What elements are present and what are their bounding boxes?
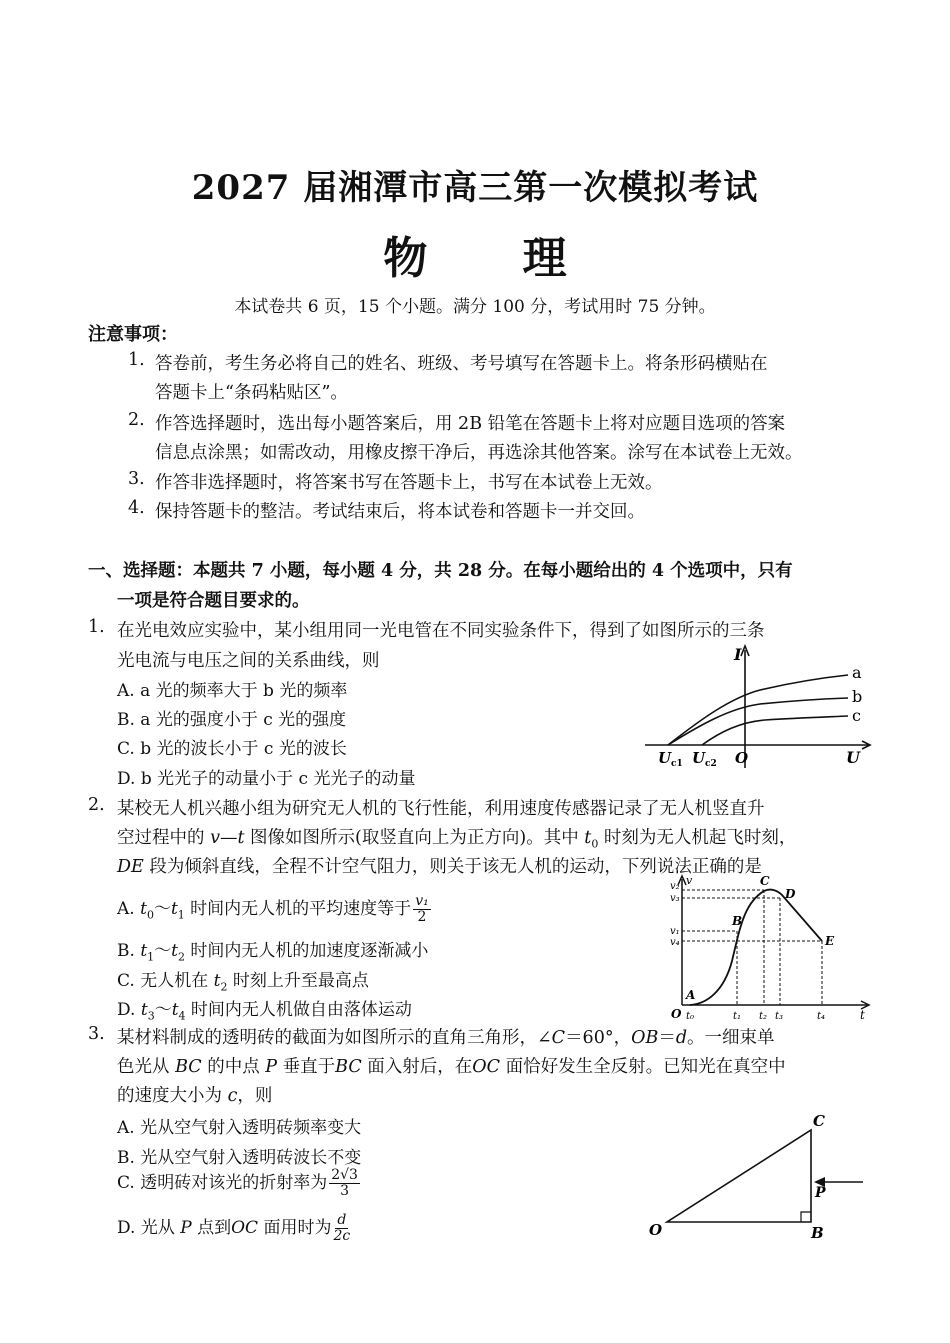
q1-label-a: a <box>852 663 862 682</box>
q1-label-u: U <box>846 748 860 767</box>
q3-label-p: P <box>815 1185 826 1201</box>
q3-triangle <box>667 1130 811 1222</box>
q1-label-b: b <box>852 687 863 706</box>
q2-label-t4: t₄ <box>817 1011 826 1022</box>
q3-stem-line3: 的速度大小为 c，则 <box>117 1086 273 1106</box>
note-2-num: 2. <box>128 410 145 430</box>
q2-option-b: B. $t_1\sim t_2$ 时间内无人机的加速度逐渐减小 <box>117 941 429 964</box>
q2-label-t: t <box>860 1008 865 1022</box>
q1-curve-c <box>702 716 848 745</box>
q1-label-o: O <box>735 749 749 767</box>
q2-fraction-v1-over-2: $\frac{\text{v₁}}{2}$ <box>415 893 429 925</box>
exam-info: 本试卷共 6 页，15 个小题。满分 100 分，考试用时 75 分钟。 <box>234 297 716 317</box>
q2-option-d: D. $t_3\sim t_4$ 时间内无人机做自由落体运动 <box>117 1000 412 1023</box>
q3-option-b: B. 光从空气射入透明砖波长不变 <box>117 1148 362 1168</box>
q2-label-e: E <box>825 934 835 948</box>
q2-label-v1: v₁ <box>670 926 680 937</box>
q2-label-v2: v₂ <box>670 881 680 892</box>
q3-fraction-d-over-2c: $\frac{d}{2c}$ <box>333 1212 351 1244</box>
q3-label-o: O <box>649 1221 663 1239</box>
q1-option-c: C. b 光的波长小于 c 光的波长 <box>117 739 347 759</box>
q2-label-a: A <box>686 988 696 1002</box>
q1-option-b: B. a 光的强度小于 c 光的强度 <box>117 710 347 730</box>
q1-curve-a <box>668 675 848 745</box>
section-heading-line1: 一、选择题：本题共 7 小题，每小题 4 分，共 28 分。在每小题给出的 4 个选项中，只有 <box>88 561 793 581</box>
q1-label-uc2-sub: c2 <box>705 759 717 769</box>
q2-label-o: O <box>671 1007 682 1021</box>
q2-label-t1: t₁ <box>733 1011 742 1022</box>
q2-label-d: D <box>785 887 796 901</box>
q2-stem-line1: 某校无人机兴趣小组为研究无人机的飞行性能，利用速度传感器记录了无人机竖直升 <box>117 799 765 819</box>
q2-stem-line3: DE 段为倾斜直线，全程不计空气阻力，则关于该无人机的运动，下列说法正确的是 <box>117 857 762 877</box>
q2-number: 2. <box>88 795 105 815</box>
q2-label-v: v <box>686 874 693 887</box>
q2-figure <box>662 873 874 1023</box>
note-2-line1: 作答选择题时，选出每小题答案后，用 2B 铅笔在答题卡上将对应题目选项的答案 <box>155 414 786 434</box>
q1-label-uc2: U <box>692 749 706 767</box>
note-3-num: 3. <box>128 469 145 489</box>
q3-fraction-2sqrt3-over-3: $\frac{2√3}{3}$ <box>331 1167 358 1199</box>
note-1-num: 1. <box>128 350 145 370</box>
q3-stem-line1: 某材料制成的透明砖的截面为如图所示的直角三角形，∠C＝60°，OB＝d。一细束单 <box>117 1028 775 1048</box>
q2-label-v4: v₄ <box>670 937 680 948</box>
q2-option-a: A. $t_0\sim t_1$ 时间内无人机的平均速度等于 $\frac{\text{v₁}}{2}$ <box>117 893 429 925</box>
q1-label-uc1-sub: c1 <box>671 759 683 769</box>
q2-label-t2: t₂ <box>759 1011 768 1022</box>
subject-title: 物 理 <box>383 233 607 284</box>
q1-label-uc1: U <box>658 749 672 767</box>
q3-right-angle-mark <box>801 1212 811 1222</box>
q1-option-d: D. b 光光子的动量小于 c 光光子的动量 <box>117 769 416 789</box>
q1-label-c: c <box>852 706 861 725</box>
notes-heading: 注意事项： <box>88 324 178 345</box>
q2-label-v3: v₃ <box>670 893 680 904</box>
q1-figure <box>640 640 880 775</box>
q3-label-b: B <box>811 1224 824 1242</box>
note-2-line2: 信息点涂黑；如需改动，用橡皮擦干净后，再选涂其他答案。涂写在本试卷上无效。 <box>155 443 803 463</box>
note-3-line1: 作答非选择题时，将答案书写在答题卡上，书写在本试卷上无效。 <box>155 473 663 493</box>
q1-option-a: A. a 光的频率大于 b 光的频率 <box>117 681 348 701</box>
q3-number: 3. <box>88 1024 105 1044</box>
note-4-line1: 保持答题卡的整洁。考试结束后，将本试卷和答题卡一并交回。 <box>155 502 645 522</box>
q2-label-b: B <box>732 914 743 928</box>
section-heading-line2: 一项是符合题目要求的。 <box>117 591 310 611</box>
q2-option-c: C. 无人机在 $t_2$ 时刻上升至最高点 <box>117 971 369 994</box>
note-1-line1: 答卷前，考生务必将自己的姓名、班级、考号填写在答题卡上。将条形码横贴在 <box>155 354 768 374</box>
q2-label-t3: t₃ <box>775 1011 784 1022</box>
q1-label-i: I <box>734 645 742 664</box>
q1-stem-line2: 光电流与电压之间的关系曲线，则 <box>117 651 380 671</box>
exam-title: 2027 届湘潭市高三第一次模拟考试 <box>191 168 759 208</box>
q1-stem-line1: 在光电效应实验中，某小组用同一光电管在不同实验条件下，得到了如图所示的三条 <box>117 621 765 641</box>
q3-option-d: D. 光从 P 点到OC 面用时为 $\frac{d}{2c}$ <box>117 1212 351 1244</box>
q2-label-t0: t₀ <box>686 1011 695 1022</box>
q3-figure <box>645 1108 870 1243</box>
q1-number: 1. <box>88 617 105 637</box>
q2-label-c: C <box>760 874 770 888</box>
q3-option-a: A. 光从空气射入透明砖频率变大 <box>117 1118 362 1138</box>
q2-stem-line2: 空过程中的 v—t 图像如图所示(取竖直向上为正方向)。其中 $t_0$ 时刻为无人机起飞时刻， <box>117 828 797 851</box>
note-1-line2: 答题卡上“条码粘贴区”。 <box>155 383 348 403</box>
q3-label-c: C <box>813 1112 825 1130</box>
note-4-num: 4. <box>128 498 145 518</box>
q2-vt-curve <box>690 890 822 1005</box>
q3-stem-line2: 色光从 BC 的中点 P 垂直于BC 面入射后，在OC 面恰好发生全反射。已知光在真空中 <box>117 1057 786 1077</box>
q3-option-c: C. 透明砖对该光的折射率为 $\frac{2√3}{3}$ <box>117 1167 358 1199</box>
